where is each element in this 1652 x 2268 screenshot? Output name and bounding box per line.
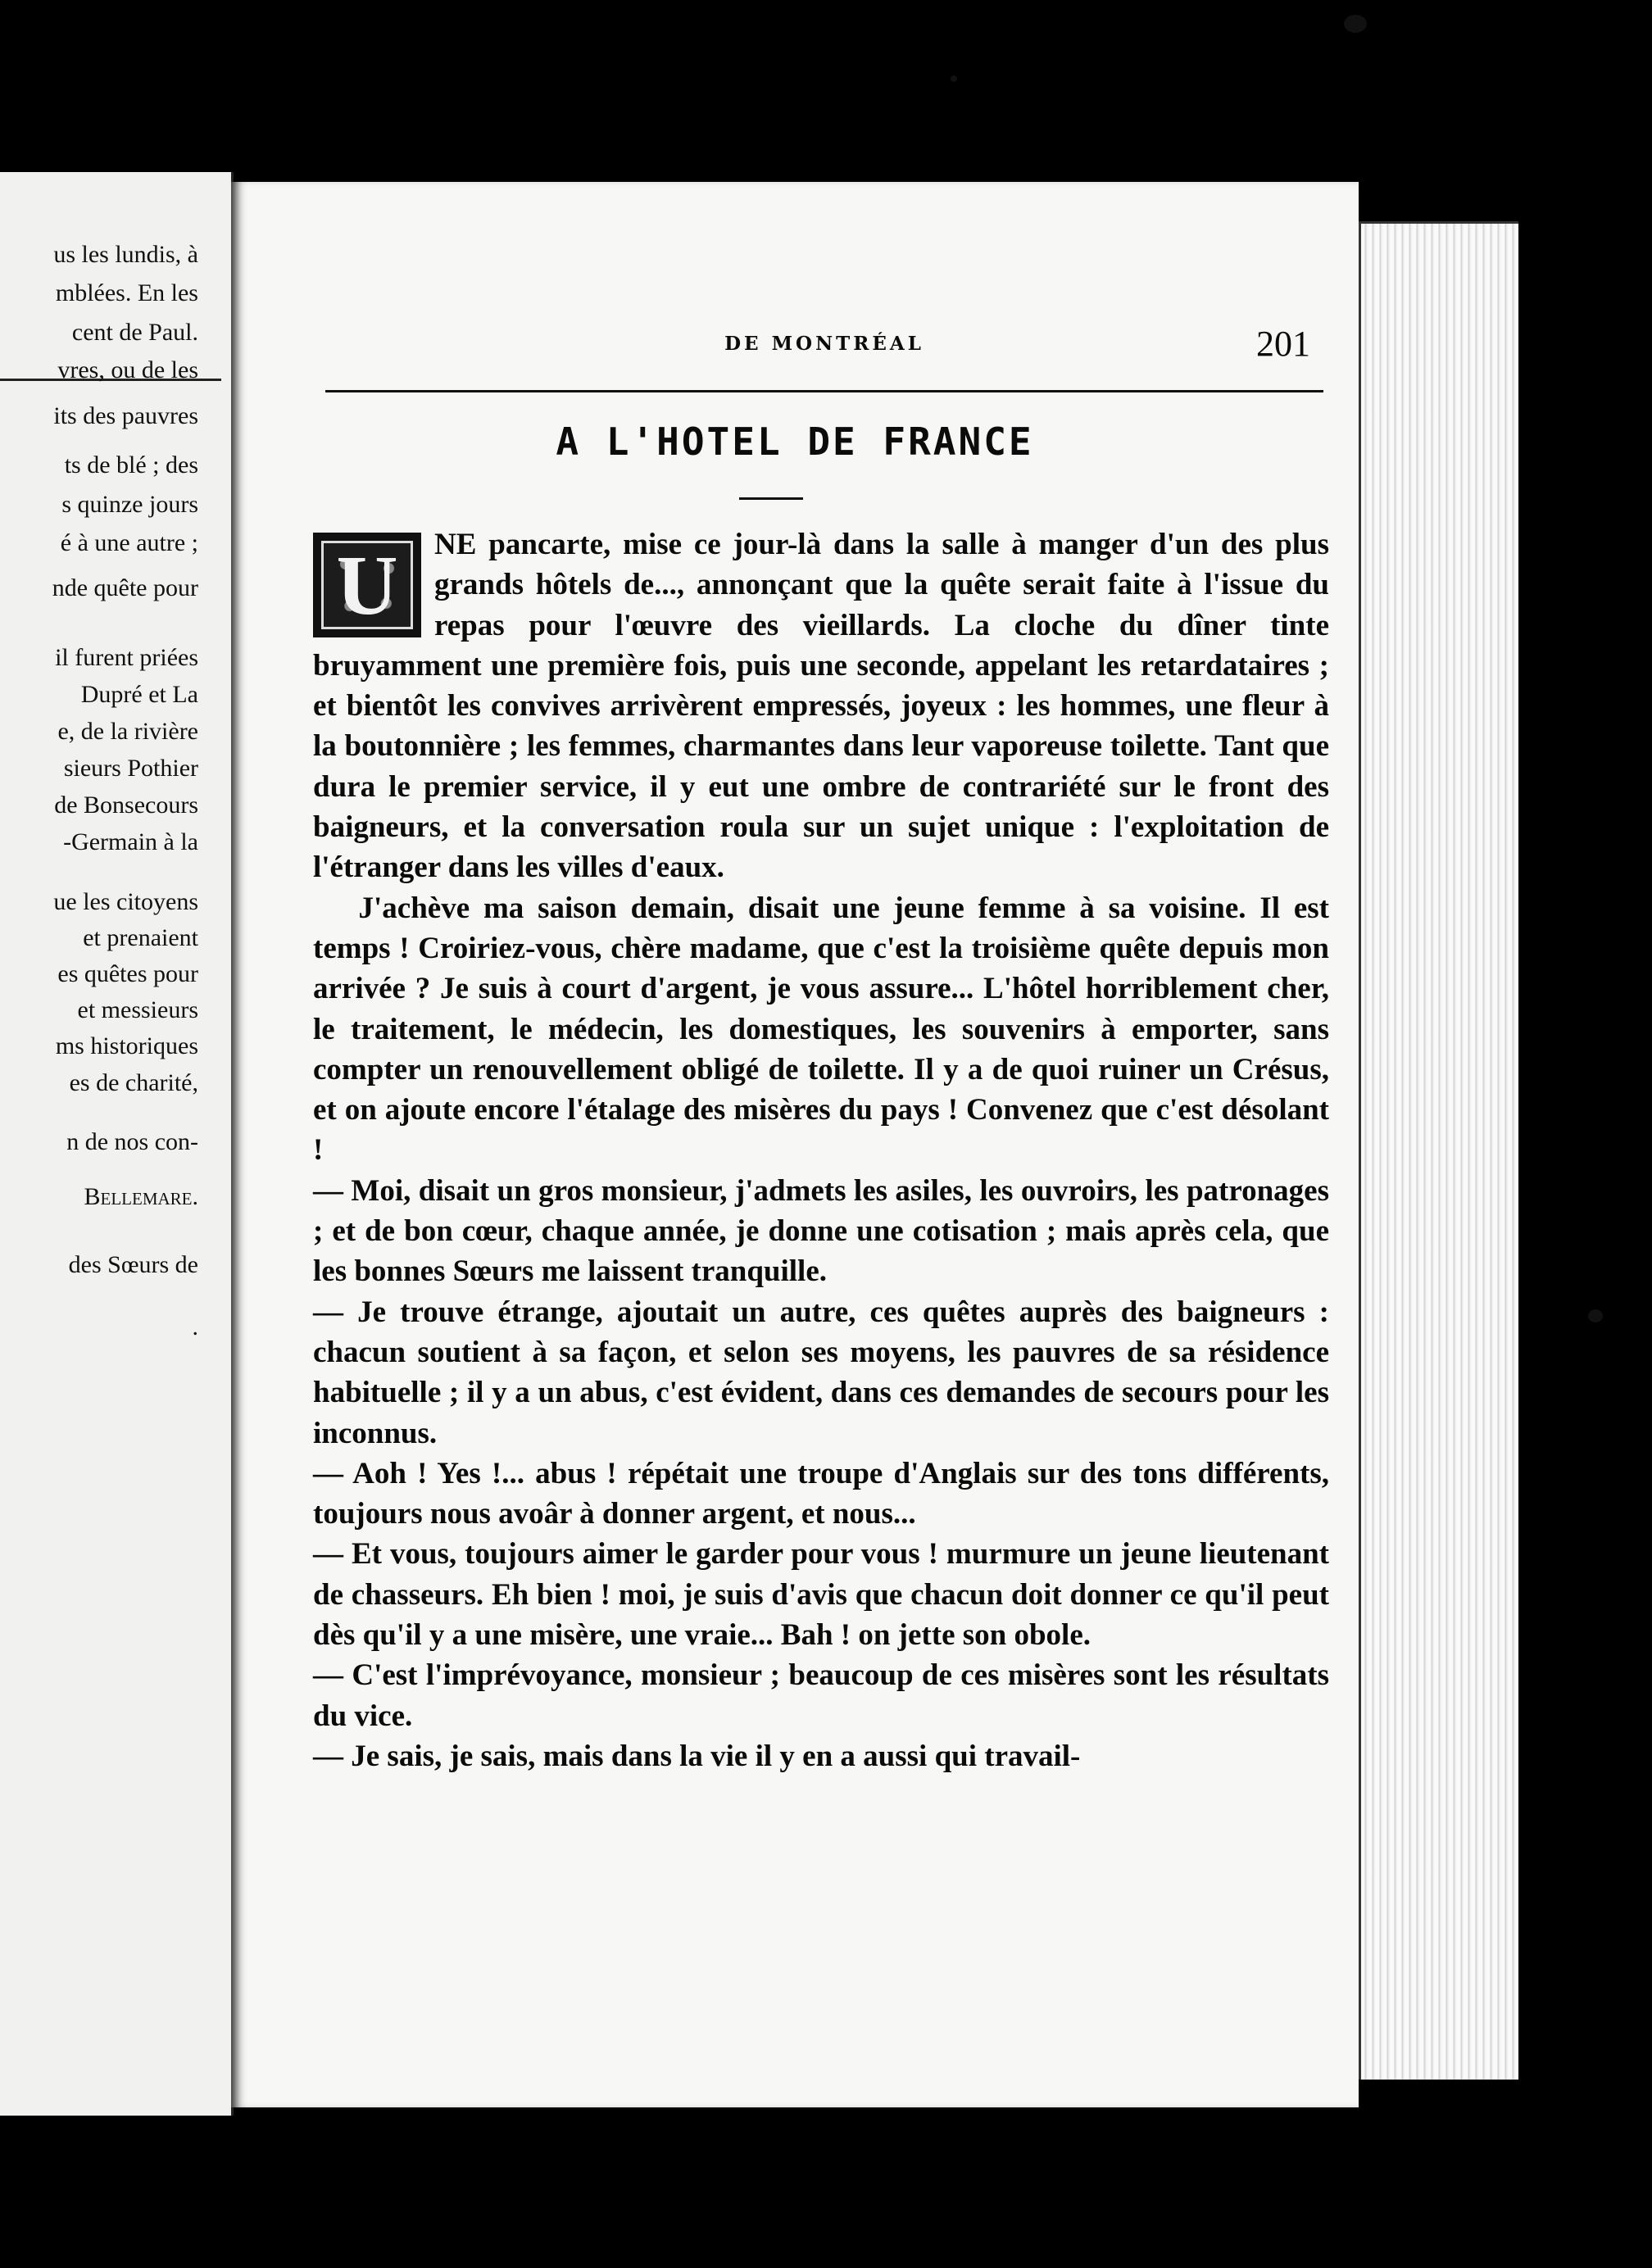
previous-page-line: its des pauvres bbox=[53, 402, 198, 429]
previous-page-line: n de nos con- bbox=[66, 1128, 198, 1155]
paragraph bbox=[313, 524, 1329, 888]
scan-speck bbox=[1344, 15, 1367, 33]
running-header bbox=[325, 323, 1323, 364]
previous-page-line: es de charité, bbox=[69, 1069, 198, 1096]
previous-page-line: us les lundis, à bbox=[53, 241, 198, 268]
previous-page-line: cent de Paul. bbox=[71, 319, 198, 346]
page-number: 201 bbox=[1256, 324, 1310, 364]
previous-page-line: Dupré et La bbox=[80, 681, 198, 708]
previous-page-line: e, de la rivière bbox=[57, 718, 198, 745]
previous-page-line: ms historiques bbox=[55, 1032, 198, 1059]
previous-page-line: ue les citoyens bbox=[53, 888, 198, 915]
scan-speck bbox=[951, 75, 957, 82]
previous-page-line: es quêtes pour bbox=[57, 960, 198, 987]
previous-page-line: il furent priées bbox=[55, 644, 198, 671]
paragraph: — Aoh ! Yes !... abus ! répétait une troupe d'Anglais sur des tons différents, toujours nous avoâr à donner argent, et nous... bbox=[313, 1456, 1329, 1531]
previous-page-line: mblées. En les bbox=[55, 279, 198, 306]
previous-page-line: des Sœurs de bbox=[68, 1251, 198, 1278]
paragraph: — C'est l'imprévoyance, monsieur ; beaucoup de ces misères sont les résultats du vice. bbox=[313, 1658, 1329, 1733]
previous-page-line: sieurs Pothier bbox=[63, 755, 198, 782]
header-rule bbox=[325, 390, 1323, 392]
book-page bbox=[231, 182, 1359, 2107]
previous-page-line: et messieurs bbox=[77, 996, 198, 1023]
paragraph: J'achève ma saison demain, disait une jeune femme à sa voisine. Il est temps ! Croiriez-vous, chère madame, que c'est la troisième quête depuis mon arrivée ? Je suis à court d'argent, je vous assure... L'hôtel horriblement cher, le traitement, le médecin, les domestiques, les souvenirs à emporter, sans compter un renouvellement obligé de toilette. Il y a de quoi ruiner un Crésus, et on ajoute encore l'étalage des misères du pays ! Convenez que c'est désolant ! bbox=[313, 891, 1329, 1168]
paragraph-list bbox=[313, 888, 1329, 1777]
paragraph: — Je sais, je sais, mais dans la vie il y en a aussi qui travail- bbox=[313, 1739, 1081, 1773]
previous-page-line: nde quête pour bbox=[52, 574, 198, 601]
paragraph: — Je trouve étrange, ajoutait un autre, ces quêtes auprès des baigneurs : chacun soutient à sa façon, et selon ses moyens, les pauvres de sa résidence habituelle ; il y a un abus, c'est évident, dans ces demandes de secours pour les inconnus. bbox=[313, 1295, 1329, 1450]
title-divider bbox=[739, 497, 803, 500]
previous-page-line: de Bonsecours bbox=[54, 792, 198, 819]
previous-page-line: s quinze jours bbox=[61, 491, 198, 518]
drop-cap-letter: U bbox=[336, 538, 398, 633]
ornamental-drop-cap bbox=[313, 533, 421, 637]
previous-page-line: é à une autre ; bbox=[60, 529, 198, 556]
running-title: DE MONTRÉAL bbox=[724, 333, 924, 355]
scan-speck bbox=[1588, 1309, 1603, 1322]
paragraph: — Et vous, toujours aimer le garder pour vous ! murmure un jeune lieutenant de chasseurs. Eh bien ! moi, je suis d'avis que chacun doit donner ce qu'il peut dès qu'il y a une misère, une vraie... Bah ! on jette son obole. bbox=[313, 1537, 1329, 1653]
article-title: A L'HOTEL DE FRANCE bbox=[556, 420, 1034, 464]
previous-page-line: . bbox=[192, 1313, 198, 1340]
first-paragraph-text: NE pancarte, mise ce jour-là dans la salle à manger d'un des plus grands hôtels de..., annonçant que la quête serait faite à l'issue du repas pour l'œuvre des vieillards. La cloche du dîner tinte bruyamment une première fois, puis une seconde, appelant les retardataires ; et bientôt les convives arrivèrent empressés, joyeux : les hommes, une fleur à la boutonnière ; les femmes, charmantes dans leur vaporeuse toilette. Tant que dura le premier service, il y eut une ombre de contrariété sur le front des baigneurs, et la conversation roula sur un sujet unique : l'exploitation de l'étranger dans les villes d'eaux. bbox=[313, 528, 1329, 885]
previous-page-line: -Germain à la bbox=[63, 828, 198, 855]
paragraph: — Moi, disait un gros monsieur, j'admets les asiles, les ouvroirs, les patronages ; et de bon cœur, chaque année, je donne une cotisation ; mais après cela, que les bonnes Sœurs me laissent tranquille. bbox=[313, 1173, 1329, 1289]
previous-page-line: Bellemare. bbox=[84, 1183, 198, 1210]
previous-page-line: ts de blé ; des bbox=[64, 451, 198, 479]
previous-page-line: vres, ou de les bbox=[57, 356, 198, 383]
previous-page-line: et prenaient bbox=[83, 924, 198, 951]
page-edges bbox=[1359, 221, 1518, 2080]
article-body bbox=[313, 524, 1329, 1776]
previous-page-fragment bbox=[0, 172, 234, 2116]
